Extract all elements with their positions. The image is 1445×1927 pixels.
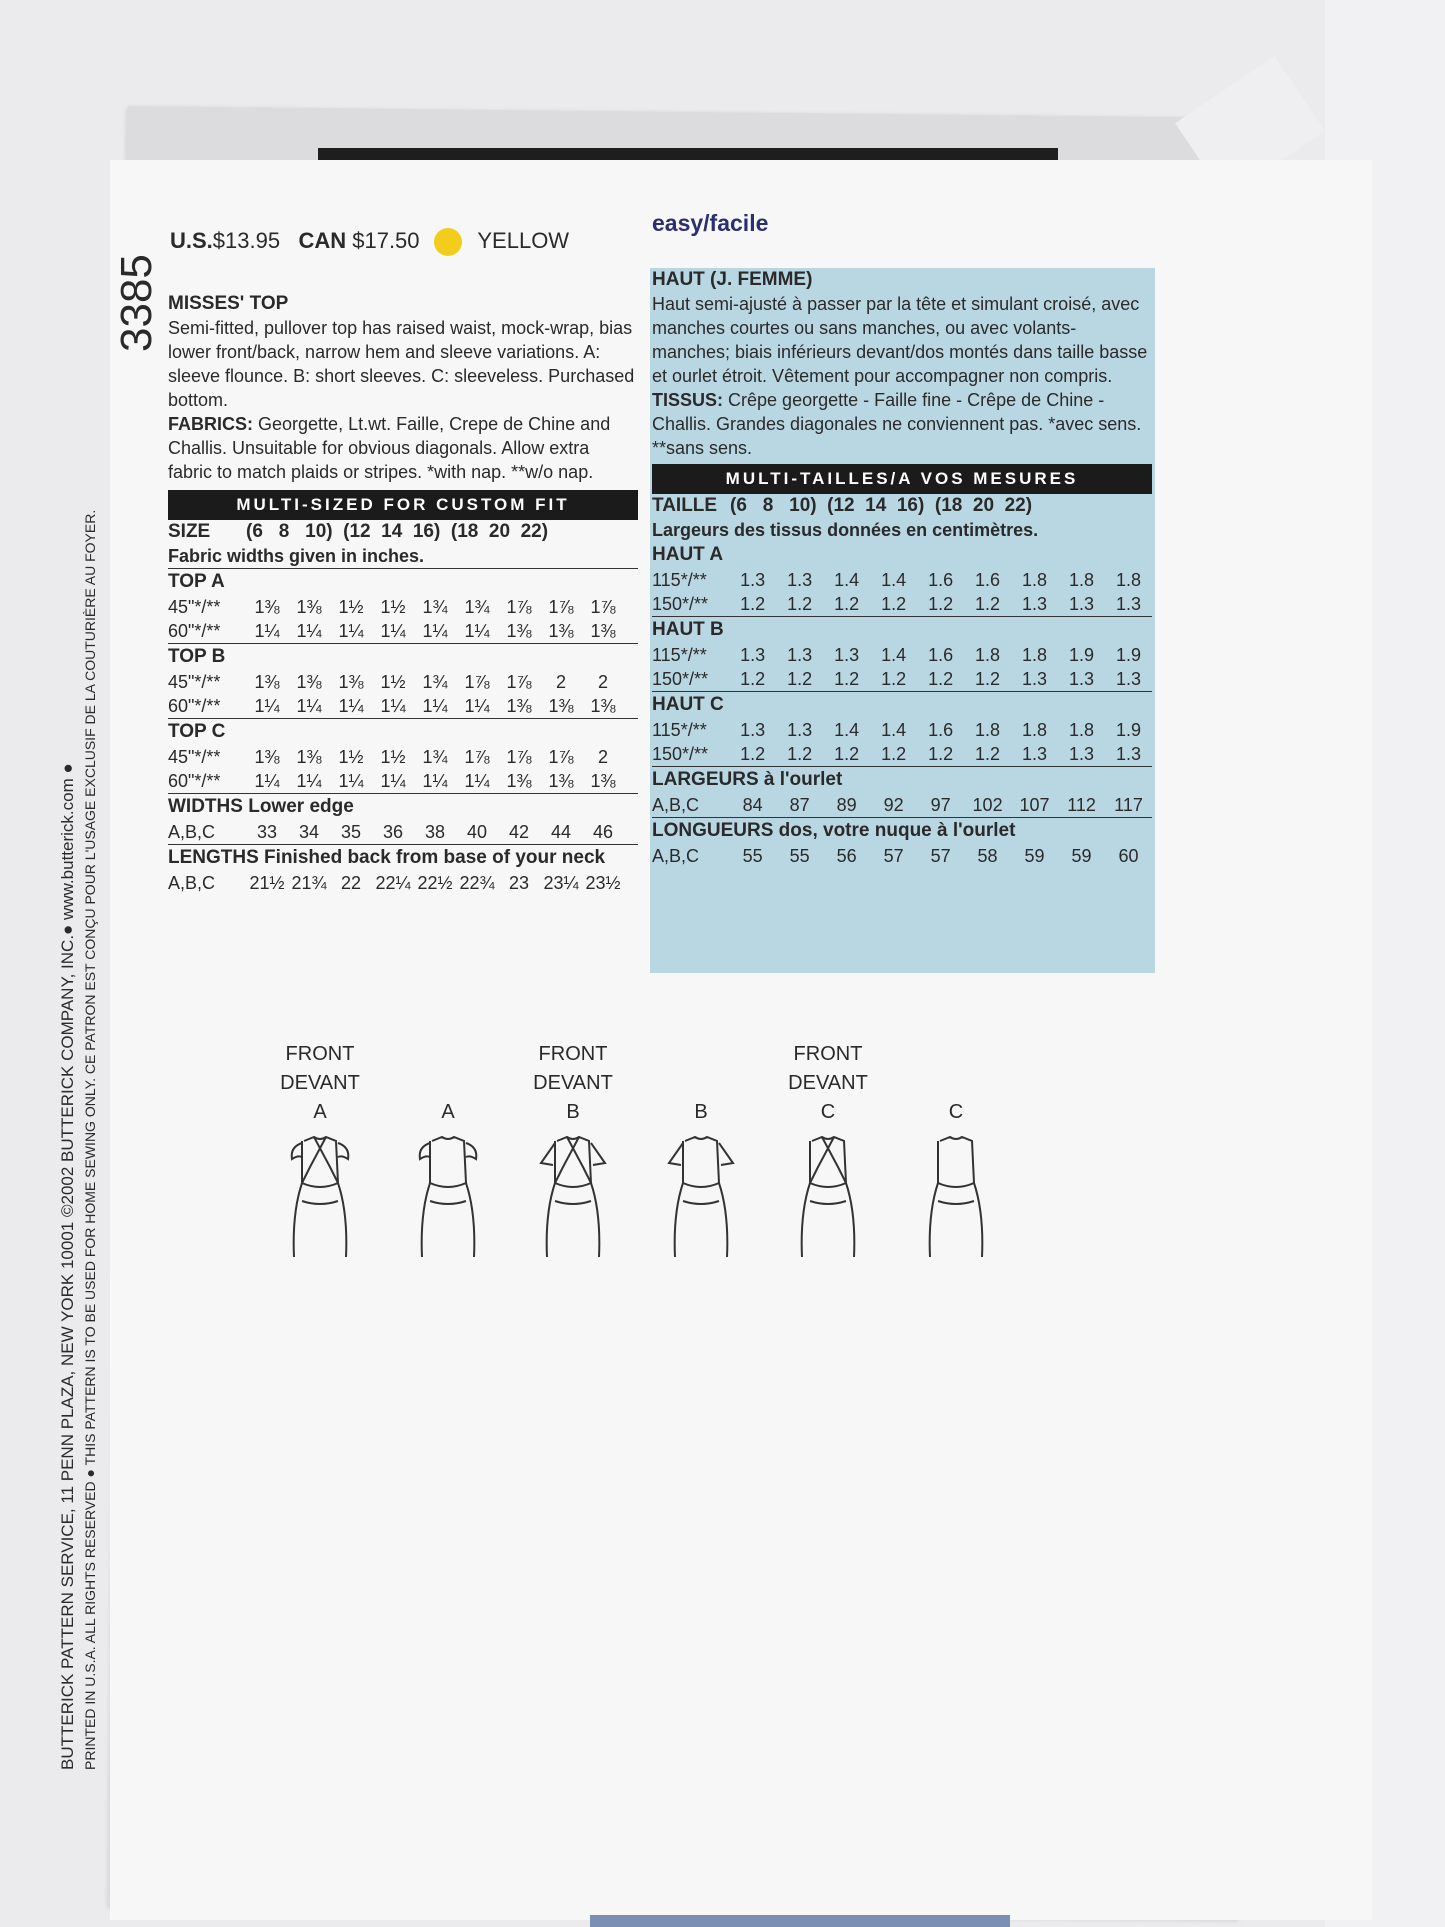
can-label: CAN [298, 228, 347, 253]
table-cell: 1.4 [834, 720, 860, 740]
top-garment-icon [280, 1133, 360, 1263]
table-cell: 1.2 [881, 669, 907, 689]
row-label: 60"*/** [168, 621, 221, 641]
top-garment-icon [916, 1133, 996, 1263]
group-title: TOP A [168, 571, 225, 592]
table-cell: 1.3 [740, 645, 766, 665]
view-label: C [948, 1101, 964, 1123]
table-cell: 1⅞ [464, 747, 490, 767]
table-cell: 1.3 [787, 645, 813, 665]
table-row [652, 667, 1152, 691]
table-cell: 1⅞ [506, 597, 532, 617]
table-cell: 1.4 [834, 570, 860, 590]
row-label: 60"*/** [168, 771, 221, 791]
view-label: A [313, 1101, 327, 1123]
group-title: TOP C [168, 718, 638, 745]
table-cell: 1.3 [787, 720, 813, 740]
table-cell: 40 [466, 822, 488, 842]
view-label: DEVANT [533, 1072, 613, 1094]
english-widths-note: Fabric widths given in inches. [168, 546, 425, 566]
table-cell: 1⅜ [590, 696, 616, 716]
table-cell: 1.3 [1116, 669, 1142, 689]
table-row [652, 592, 1152, 616]
table-cell: 1⅜ [548, 621, 574, 641]
table-cell: 1¼ [254, 696, 280, 716]
difficulty-label: easy/facile [652, 210, 769, 236]
view-label: DEVANT [280, 1072, 360, 1094]
english-title: MISSES' TOP [168, 293, 289, 314]
view-label: B [566, 1101, 580, 1123]
table-cell: 23¼ [543, 873, 579, 893]
table-cell: 1¼ [338, 621, 364, 641]
table-row [652, 718, 1152, 742]
table-cell: 1.3 [1116, 744, 1142, 764]
table-cell: 1.2 [740, 594, 766, 614]
table-cell: 1¼ [464, 621, 490, 641]
table-cell: 1.9 [1069, 645, 1095, 665]
table-cell: 1¼ [380, 621, 406, 641]
row-label: 150*/** [652, 594, 709, 614]
table-cell: 1¼ [380, 771, 406, 791]
table-row [652, 742, 1152, 766]
table-cell: 1⅜ [506, 696, 532, 716]
table-cell: 1⅞ [506, 672, 532, 692]
table-cell: 1⅜ [254, 747, 280, 767]
view-sketches [260, 1040, 1060, 1300]
table-cell: 1.8 [1069, 720, 1095, 740]
table-cell: 1.2 [787, 669, 813, 689]
table-cell: 112 [1067, 795, 1096, 815]
table-cell: 1⅜ [590, 621, 616, 641]
table-cell: 1.2 [881, 594, 907, 614]
table-row [168, 769, 638, 793]
table-cell: 1¼ [422, 621, 448, 641]
table-cell: 1.9 [1116, 720, 1142, 740]
view-sketch-b-front [513, 1040, 633, 1263]
row-label: 115*/** [652, 720, 707, 740]
pattern-number-text: 3385 [112, 254, 161, 352]
table-cell: 1¼ [380, 696, 406, 716]
view-label: FRONT [793, 1043, 863, 1065]
view-label: DEVANT [788, 1072, 868, 1094]
table-cell: 1.6 [928, 720, 954, 740]
english-widths-row [168, 820, 638, 844]
table-cell: 1.3 [1069, 744, 1095, 764]
table-cell: 1⅜ [254, 672, 280, 692]
row-label: 150*/** [652, 669, 709, 689]
table-cell: 42 [508, 822, 530, 842]
english-widths-title: WIDTHS Lower edge [168, 793, 638, 820]
table-cell: 2 [555, 672, 566, 692]
table-cell: 1.2 [787, 594, 813, 614]
color-name: YELLOW [477, 228, 570, 253]
top-garment-icon [788, 1133, 868, 1263]
table-cell: 1.2 [975, 669, 1001, 689]
table-cell: 1.3 [1022, 594, 1048, 614]
table-cell: 1.2 [740, 744, 766, 764]
english-lengths-title: LENGTHS Finished back from base of your neck [168, 844, 638, 871]
table-cell: 58 [977, 846, 998, 866]
english-band: MULTI-SIZED FOR CUSTOM FIT [168, 490, 638, 520]
table-cell: 1⅜ [548, 696, 574, 716]
english-lengths-row [168, 871, 638, 895]
table-cell: 55 [789, 846, 810, 866]
french-lengths-title: LONGUEURS dos, votre nuque à l'ourlet [652, 817, 1152, 844]
english-yardage-table [168, 569, 638, 793]
table-cell: 1⅞ [506, 747, 532, 767]
table-cell: 84 [742, 795, 763, 815]
row-label: 45"*/** [168, 672, 221, 692]
table-cell: 57 [930, 846, 951, 866]
table-cell: 102 [972, 795, 1003, 815]
table-cell: 117 [1114, 795, 1143, 815]
table-cell: 1.4 [881, 645, 907, 665]
view-label: A [441, 1101, 455, 1123]
table-cell: 1⅞ [464, 672, 490, 692]
table-cell: 1¼ [422, 696, 448, 716]
row-label: 60"*/** [168, 696, 221, 716]
table-cell: 1¼ [464, 696, 490, 716]
table-cell: 1.3 [1069, 669, 1095, 689]
french-widths-title: LARGEURS à l'ourlet [652, 766, 1152, 793]
table-cell: 1.2 [975, 594, 1001, 614]
table-cell: 2 [597, 672, 608, 692]
table-cell: 1¼ [296, 696, 322, 716]
table-cell: 1.3 [740, 570, 766, 590]
table-cell: 1⅞ [590, 597, 616, 617]
table-cell: 1.6 [975, 570, 1001, 590]
bottom-tab [590, 1915, 1010, 1927]
table-cell: 1¼ [338, 771, 364, 791]
table-cell: 1.2 [881, 744, 907, 764]
can-price: $17.50 [352, 228, 420, 253]
table-cell: 1⅜ [590, 771, 616, 791]
table-cell: 21¾ [291, 873, 327, 893]
row-label: A,B,C [168, 873, 216, 893]
view-label: B [694, 1101, 708, 1123]
spine-line-2: PRINTED IN U.S.A. ALL RIGHTS RESERVED ● THIS PATTERN IS TO BE USED FOR HOME SEWING ONLY. CE PATRON EST CONÇU POUR L'USAGE EXCLUSIF DE LA COUTURIÈRE AU FOYER. [82, 509, 98, 1770]
table-cell: 87 [789, 795, 810, 815]
table-cell: 1.4 [881, 720, 907, 740]
row-label: A,B,C [652, 795, 700, 815]
table-cell: 34 [298, 822, 320, 842]
table-cell: 56 [836, 846, 857, 866]
table-cell: 1⅜ [338, 672, 364, 692]
table-cell: 92 [883, 795, 904, 815]
table-cell: 2 [597, 747, 608, 767]
french-lengths-row [652, 844, 1152, 868]
table-cell: 1.3 [787, 570, 813, 590]
price-line [170, 228, 569, 256]
table-cell: 1.3 [834, 645, 860, 665]
table-cell: 1.2 [928, 744, 954, 764]
table-cell: 1.2 [928, 669, 954, 689]
view-sketch-c-back [896, 1098, 1016, 1263]
table-cell: 1⅜ [254, 597, 280, 617]
table-cell: 1.2 [928, 594, 954, 614]
table-row [168, 745, 638, 769]
row-label: 150*/** [652, 744, 709, 764]
french-size-values: (6 8 10) (12 14 16) (18 20 22) [730, 495, 1033, 516]
table-cell: 1.2 [834, 744, 860, 764]
french-size-label: TAILLE [652, 495, 718, 516]
top-garment-icon [408, 1133, 488, 1263]
table-cell: 1½ [380, 597, 406, 617]
view-sketch-b-back [641, 1098, 761, 1263]
row-label: 115*/** [652, 645, 707, 665]
table-cell: 1.9 [1116, 645, 1142, 665]
table-cell: 1½ [338, 597, 364, 617]
view-sketch-a-back [388, 1098, 508, 1263]
table-cell: 1¼ [296, 621, 322, 641]
french-band: MULTI-TAILLES/A VOS MESURES [652, 464, 1152, 494]
table-cell: 97 [930, 795, 951, 815]
table-cell: 35 [340, 822, 362, 842]
table-cell: 1¼ [464, 771, 490, 791]
french-yardage-table [652, 542, 1152, 766]
table-cell: 33 [256, 822, 278, 842]
row-label: A,B,C [652, 846, 700, 866]
table-cell: 1½ [380, 672, 406, 692]
table-cell: 1.8 [1022, 645, 1048, 665]
top-garment-icon [661, 1133, 741, 1263]
table-cell: 1¼ [338, 696, 364, 716]
table-cell: 23 [508, 873, 530, 893]
table-cell: 1.3 [1022, 669, 1048, 689]
view-sketch-c-front [768, 1040, 888, 1263]
table-cell: 1¼ [254, 771, 280, 791]
table-cell: 57 [883, 846, 904, 866]
table-cell: 1.2 [740, 669, 766, 689]
table-row [652, 568, 1152, 592]
english-column [168, 292, 638, 895]
spine-line-1: BUTTERICK PATTERN SERVICE, 11 PENN PLAZA, NEW YORK 10001 ©2002 BUTTERICK COMPANY, INC.● www.butterick.com ● [58, 763, 77, 1770]
table-row [168, 670, 638, 694]
table-cell: 1.4 [881, 570, 907, 590]
table-cell: 1⅜ [296, 597, 322, 617]
english-size-values: (6 8 10) (12 14 16) (18 20 22) [246, 521, 549, 542]
table-cell: 1.6 [928, 645, 954, 665]
table-cell: 59 [1071, 846, 1092, 866]
row-label: A,B,C [168, 822, 216, 842]
table-cell: 1.2 [975, 744, 1001, 764]
table-cell: 1.3 [740, 720, 766, 740]
table-cell: 1¾ [464, 597, 490, 617]
french-widths-note: Largeurs des tissus données en centimètres. [652, 520, 1039, 540]
table-cell: 1¾ [422, 747, 448, 767]
group-title: HAUT B [652, 616, 1152, 643]
table-cell: 1¼ [422, 771, 448, 791]
table-cell: 1½ [380, 747, 406, 767]
table-cell: 1.3 [1022, 744, 1048, 764]
color-dot-icon [434, 228, 462, 256]
us-label: U.S. [170, 228, 213, 253]
table-cell: 1.8 [1116, 570, 1142, 590]
french-size-row [652, 494, 1152, 518]
english-fabrics: Georgette, Lt.wt. Faille, Crepe de Chine and Challis. Unsuitable for obvious diagonals. Allow extra fabric to match plaids or stripes. *with nap. **w/o nap. [168, 414, 611, 482]
table-cell: 1¼ [296, 771, 322, 791]
english-size-label: SIZE [168, 521, 211, 542]
table-cell: 1.6 [928, 570, 954, 590]
french-fabrics: Crêpe georgette - Faille fine - Crêpe de Chine - Challis. Grandes diagonales ne conviennent pas. *avec sens. **sans sens. [652, 390, 1142, 458]
table-cell: 1½ [338, 747, 364, 767]
table-cell: 1.8 [975, 720, 1001, 740]
row-label: 115*/** [652, 570, 707, 590]
table-cell: 59 [1024, 846, 1045, 866]
english-fabrics-label: FABRICS: [168, 414, 253, 434]
french-widths-row [652, 793, 1152, 817]
us-price: $13.95 [212, 228, 281, 253]
table-cell: 1¼ [254, 621, 280, 641]
table-cell: 1⅜ [506, 621, 532, 641]
view-label: C [820, 1101, 836, 1123]
table-cell: 23½ [585, 873, 621, 893]
table-cell: 22¾ [459, 873, 495, 893]
french-fabrics-label: TISSUS: [652, 390, 724, 410]
table-row [652, 643, 1152, 667]
table-row [168, 595, 638, 619]
table-cell: 1.8 [1069, 570, 1095, 590]
table-cell: 1⅜ [548, 771, 574, 791]
french-column [650, 268, 1155, 973]
table-cell: 1.3 [1069, 594, 1095, 614]
table-cell: 1¾ [422, 597, 448, 617]
table-cell: 1.2 [787, 744, 813, 764]
table-cell: 1⅜ [296, 672, 322, 692]
group-title: TOP B [168, 643, 638, 670]
table-cell: 1⅜ [296, 747, 322, 767]
table-cell: 22¼ [375, 873, 411, 893]
table-cell: 1.3 [1116, 594, 1142, 614]
english-size-row [168, 520, 638, 544]
table-cell: 1.8 [975, 645, 1001, 665]
group-title: HAUT C [652, 691, 1152, 718]
table-cell: 1.2 [834, 594, 860, 614]
table-cell: 36 [382, 822, 404, 842]
view-label: FRONT [285, 1043, 355, 1065]
table-cell: 46 [592, 822, 614, 842]
row-label: 45"*/** [168, 747, 221, 767]
table-cell: 1⅜ [506, 771, 532, 791]
table-cell: 107 [1019, 795, 1050, 815]
view-sketch-a-front [260, 1040, 380, 1263]
table-cell: 1¾ [422, 672, 448, 692]
table-cell: 22½ [417, 873, 453, 893]
table-cell: 1⅞ [548, 747, 574, 767]
table-cell: 1.8 [1022, 570, 1048, 590]
table-cell: 89 [836, 795, 857, 815]
table-cell: 21½ [249, 873, 285, 893]
table-cell: 44 [550, 822, 572, 842]
table-cell: 1.2 [834, 669, 860, 689]
french-title: HAUT (J. FEMME) [652, 269, 813, 290]
table-row [168, 694, 638, 718]
table-cell: 1⅞ [548, 597, 574, 617]
group-title: HAUT A [652, 544, 724, 565]
table-row [168, 619, 638, 643]
table-cell: 22 [340, 873, 362, 893]
table-cell: 55 [742, 846, 763, 866]
french-description: Haut semi-ajusté à passer par la tête et simulant croisé, avec manches courtes ou sans manches, ou avec volants-manches; biais inférieurs devant/dos montés dans taille basse et ourlet étroit. Vêtement pour accompagner non compris. [652, 294, 1148, 386]
table-cell: 60 [1118, 846, 1139, 866]
table-cell: 1.8 [1022, 720, 1048, 740]
row-label: 45"*/** [168, 597, 221, 617]
english-description: Semi-fitted, pullover top has raised waist, mock-wrap, bias lower front/back, narrow hem and sleeve variations. A: sleeve flounce. B: short sleeves. C: sleeveless. Purchased bottom. [168, 318, 635, 410]
view-label: FRONT [538, 1043, 608, 1065]
top-garment-icon [533, 1133, 613, 1263]
table-cell: 38 [424, 822, 446, 842]
